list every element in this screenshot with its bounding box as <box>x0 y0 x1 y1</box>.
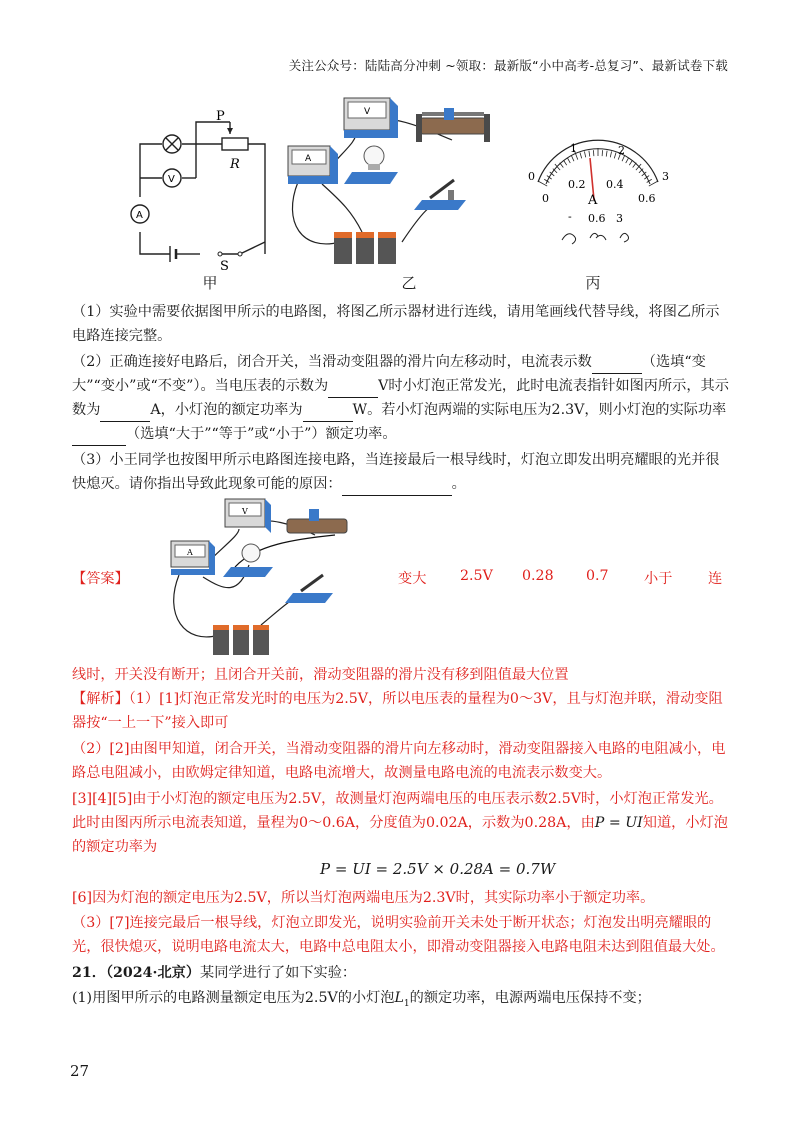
scale-bottom-3: 0.6 <box>638 192 656 205</box>
question-21: 21．（2024·北京）某同学进行了如下实验： <box>72 965 357 981</box>
dial-tick <box>571 156 573 161</box>
dial-tick <box>629 160 632 165</box>
dial-tick <box>614 153 616 159</box>
figure-yi-apparatus <box>282 92 512 302</box>
dial-tick <box>563 160 566 165</box>
answer-item-2: 2.5V <box>460 568 493 584</box>
ammeter-device <box>288 146 338 184</box>
scale-top-2: 2 <box>618 144 625 157</box>
caption-bing: 丙 <box>585 274 601 292</box>
label-r: R <box>230 157 240 172</box>
analysis-p5: （3）[7]连接完最后一根导线，灯泡立即发光，说明实验前开关未处于断开状态；灯泡发出明亮耀眼的光，很快熄灭，说明电路电流太大，电路中总电阻太小，即滑动变阻器接入电路电阻未达到阻值最大处。 <box>72 915 725 955</box>
terminal-06: 0.6 <box>588 212 606 225</box>
ammeter-symbol: A <box>136 210 143 221</box>
analysis-p3: [3][4][5]由于小灯泡的额定电压为2.5V，故测量灯泡两端电压的电压表示数2.5V时，小灯泡正常发光。此时由图丙所示电流表知道，量程为0～0.6A，分度值为0.02A，示数为0.28A，由P = UI知道，小灯泡的额定功率为 <box>72 791 728 855</box>
scale-top-1: 1 <box>570 142 577 155</box>
scale-bottom-2: 0.4 <box>606 178 624 191</box>
question-3: （3）小王同学也按图甲所示电路图连接电路，当连接最后一根导线时，灯泡立即发出明亮耀眼的光并很快熄灭。请你指出导致此现象可能的原因： 。 <box>72 448 732 496</box>
answer-voltmeter-label: V <box>242 507 248 516</box>
voltmeter-label: V <box>364 107 371 117</box>
dial-tick <box>636 164 641 170</box>
answer-label: 【答案】 <box>72 571 129 587</box>
answer-item-1: 变大 <box>398 571 427 587</box>
dial-tick <box>555 164 560 170</box>
answer-item-3: 0.28 <box>522 568 554 584</box>
page-header: 关注公众号：陆陆高分冲刺 ~领取：最新版“小中高考-总复习”、最新试卷下载 <box>288 58 728 73</box>
analysis-formula: P = UI = 2.5V × 0.28A = 0.7W <box>320 860 556 878</box>
voltmeter-symbol: V <box>168 174 175 185</box>
question-1: （1）实验中需要依据图甲所示的电路图，将图乙所示器材进行连线，请用笔画线代替导线，将图乙所示电路连接完整。 <box>72 304 720 344</box>
answer-ammeter-label: A <box>187 548 193 557</box>
dial-tick <box>633 163 637 168</box>
figure-jia-circuit <box>130 92 280 302</box>
ammeter-label: A <box>305 154 312 164</box>
dial-tick <box>589 151 590 157</box>
answer-item-4: 0.7 <box>586 568 609 584</box>
voltmeter-device <box>344 98 398 138</box>
figure-bing-dial <box>516 92 676 302</box>
dial-tick <box>560 163 564 168</box>
scale-bottom-1: 0.2 <box>568 178 586 191</box>
dial-tick <box>580 153 582 159</box>
dial-tick <box>610 151 611 157</box>
dial-tick <box>644 176 649 180</box>
dial-tick <box>606 151 607 157</box>
rheostat-device <box>416 108 490 142</box>
question-21-sub1: (1)用图甲所示的电路测量额定电压为2.5V的小灯泡$L_1$的额定功率，电源两端电压保持不变； <box>72 990 651 1009</box>
dial-unit: A <box>588 193 598 208</box>
answer-item-5: 小于 <box>644 571 673 587</box>
caption-jia: 甲 <box>202 274 218 292</box>
caption-yi: 乙 <box>401 274 417 292</box>
scale-top-3: 3 <box>662 170 669 183</box>
lamp-device <box>344 146 398 184</box>
question-21-label: 21．（2024·北京） <box>72 965 201 981</box>
analysis-p4: [6]因为灯泡的额定电压为2.5V，所以当灯泡两端电压为2.3V时，其实际功率小于额定功率。 <box>72 890 655 906</box>
dial-tick <box>547 176 552 180</box>
answer-row <box>72 566 732 592</box>
dial-tick <box>584 151 585 157</box>
dial-tick <box>567 158 570 163</box>
answer-item-6: 连 <box>708 571 723 587</box>
answer-continuation: 线时，开关没有断开；且闭合开关前，滑动变阻器的滑片没有移到阻值最大位置 <box>72 667 569 683</box>
analysis-p1: 【解析】（1）[1]灯泡正常发光时的电压为2.5V，所以电压表的量程为0～3V，且与灯泡并联，滑动变阻器按“一上一下”接入即可 <box>72 691 723 731</box>
question-2: （2）正确连接好电路后，闭合开关，当滑动变阻器的滑片向左移动时，电流表示数 （选填“变大”“变小”或“不变”）。当电压表的示数为 V时小灯泡正常发光，此时电流表指针如图丙所示，其示数为 A，小灯泡的额定功率为 W。若小灯泡两端的实际电压为2.3V，则小灯泡的实际功率（选填“大于”“等于”或“小于”）额定功率。 <box>72 350 732 446</box>
analysis-p2: （2）[2]由图甲知道，闭合开关，当滑动变阻器的滑片向左移动时，滑动变阻器接入电路的电阻减小，电路总电阻减小，由欧姆定律知道，电路电流增大，故测量电路电流的电流表示数变大。 <box>72 741 726 781</box>
scale-bottom-0: 0 <box>542 192 549 205</box>
scale-top-0: 0 <box>528 170 535 183</box>
dial-tick <box>626 158 629 163</box>
terminal-3: 3 <box>616 212 623 225</box>
label-p: P <box>216 109 225 124</box>
battery-pack <box>334 232 396 264</box>
page-number: 27 <box>70 1062 90 1080</box>
label-s: S <box>220 259 229 272</box>
terminal-minus: - <box>568 210 572 223</box>
switch-device <box>414 180 466 210</box>
